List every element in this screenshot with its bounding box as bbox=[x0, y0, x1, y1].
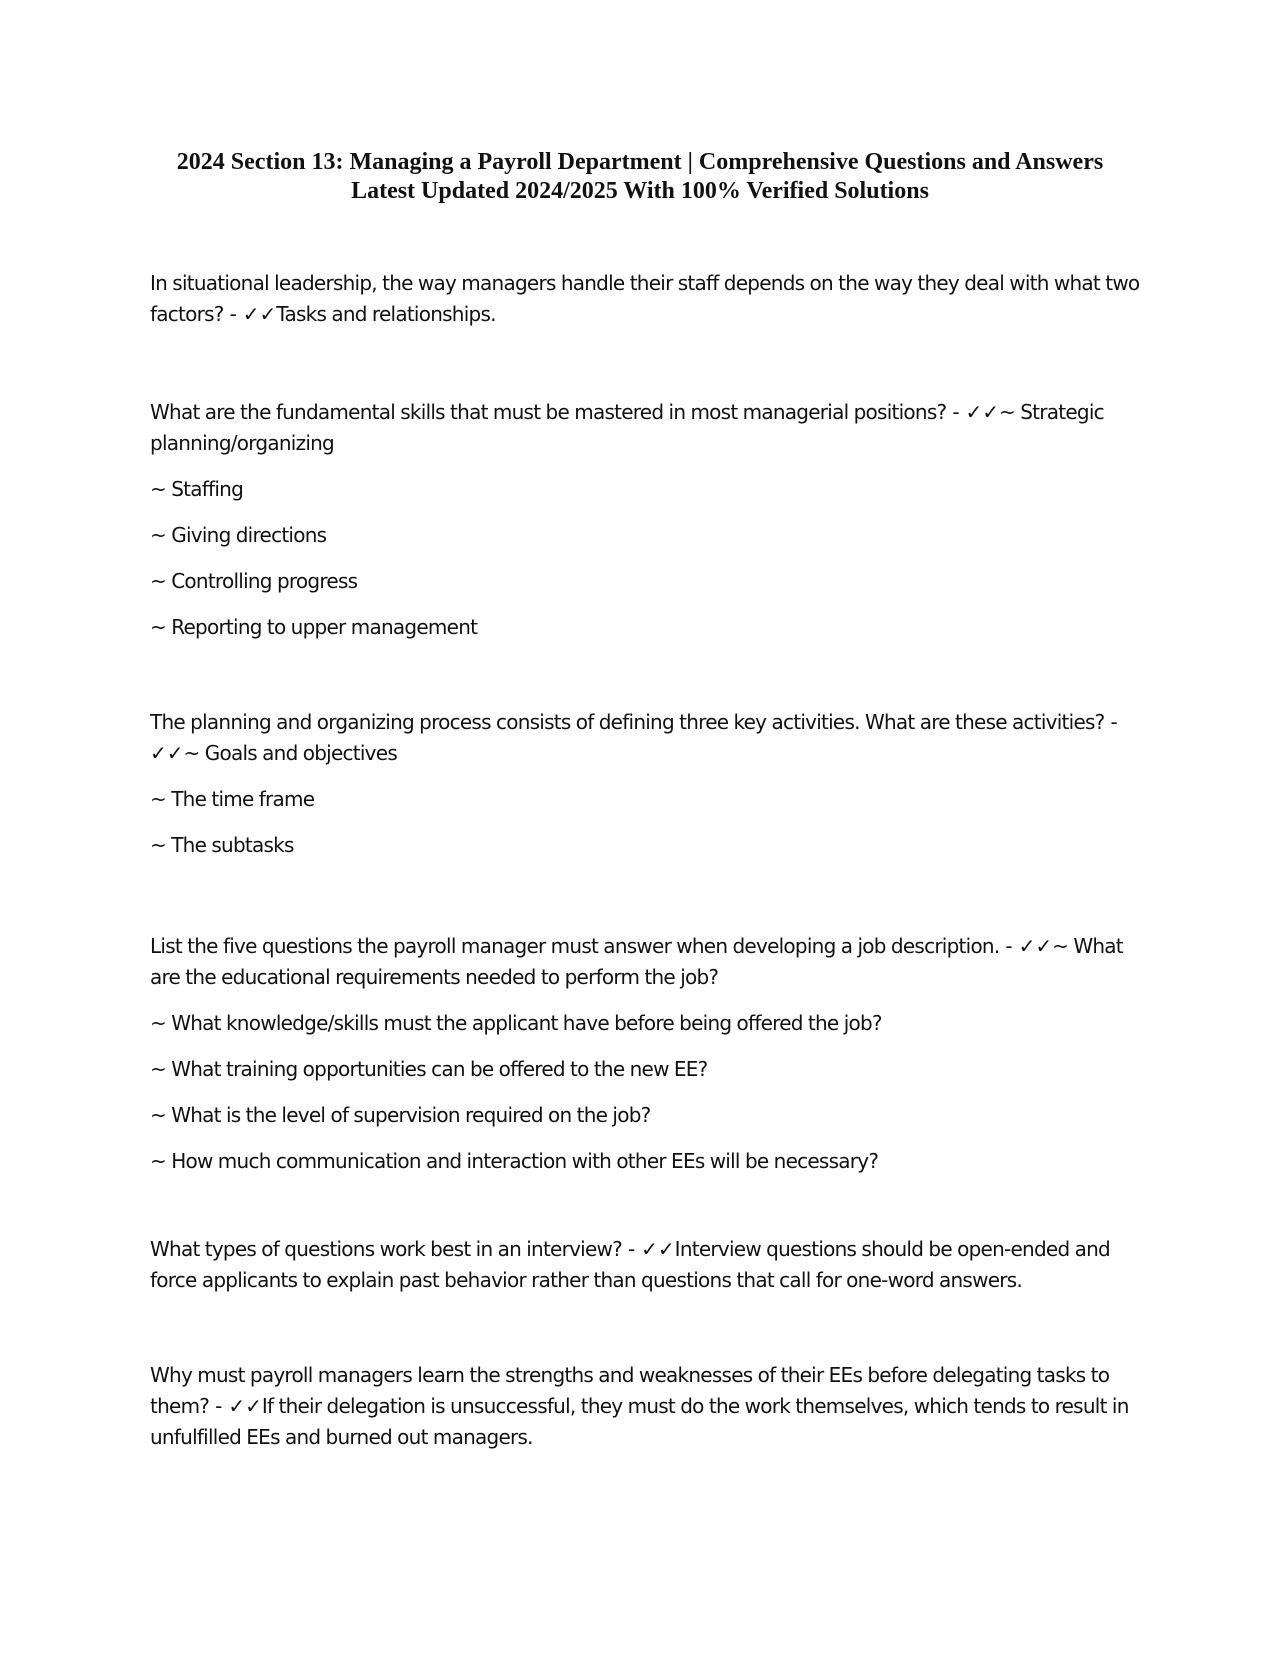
question-text: Why must payroll managers learn the strengths and weaknesses of their EEs before delegating tasks to them? bbox=[150, 1363, 1110, 1418]
answer-text: Tasks and relationships. bbox=[276, 302, 496, 326]
check-icon: ✓✓ bbox=[965, 400, 1000, 424]
answer-item: ~ How much communication and interaction with other EEs will be necessary? bbox=[150, 1149, 879, 1173]
question-text: What are the fundamental skills that must be mastered in most managerial positions? bbox=[150, 400, 947, 424]
title-line-1: 2024 Section 13: Managing a Payroll Department | Comprehensive Questions and Answers bbox=[176, 149, 1104, 175]
qa-block bbox=[150, 397, 1150, 643]
answer-item: ~ What training opportunities can be offered to the new EE? bbox=[150, 1057, 708, 1081]
qa-block bbox=[150, 1234, 1150, 1296]
question-text: List the five questions the payroll manager must answer when developing a job description. bbox=[150, 934, 1000, 958]
separator: - bbox=[946, 400, 966, 424]
qa-question-line bbox=[150, 931, 1150, 993]
check-icon: ✓✓ bbox=[228, 1394, 262, 1418]
answer-text: ~ Strategic planning/organizing bbox=[150, 400, 1104, 455]
qa-block bbox=[150, 931, 1150, 1177]
separator: - bbox=[209, 1394, 229, 1418]
document-title bbox=[120, 148, 1160, 206]
check-icon: ✓✓ bbox=[1018, 934, 1053, 958]
separator: - bbox=[1104, 710, 1118, 734]
separator: - bbox=[622, 1237, 642, 1261]
answer-text: Interview questions should be open-ended and force applicants to explain past behavior rather than questions that call for one-word answers. bbox=[150, 1237, 1110, 1292]
answer-item: ~ Staffing bbox=[150, 477, 244, 501]
separator: - bbox=[223, 302, 243, 326]
answer-text: ~ Goals and objectives bbox=[183, 741, 397, 765]
check-icon: ✓✓ bbox=[641, 1237, 675, 1261]
answer-text: ~ What are the educational requirements needed to perform the job? bbox=[150, 934, 1123, 989]
answer-item: ~ Controlling progress bbox=[150, 569, 358, 593]
answer-item: ~ Giving directions bbox=[150, 523, 327, 547]
qa-block bbox=[150, 707, 1150, 861]
answer-item: ~ What is the level of supervision required on the job? bbox=[150, 1103, 651, 1127]
qa-question-line bbox=[150, 397, 1150, 459]
qa-block bbox=[150, 268, 1150, 330]
question-text: What types of questions work best in an interview? bbox=[150, 1237, 623, 1261]
answer-item: ~ Reporting to upper management bbox=[150, 615, 478, 639]
answer-item: ~ The time frame bbox=[150, 787, 315, 811]
qa-question-line bbox=[150, 707, 1150, 769]
title-line-2: Latest Updated 2024/2025 With 100% Verified Solutions bbox=[351, 178, 929, 204]
answer-item: ~ What knowledge/skills must the applicant have before being offered the job? bbox=[150, 1011, 882, 1035]
question-text: In situational leadership, the way managers handle their staff depends on the way they deal with what two factors? bbox=[150, 271, 1140, 326]
question-text: The planning and organizing process consists of defining three key activities. What are these activities? bbox=[150, 710, 1105, 734]
separator: - bbox=[999, 934, 1019, 958]
qa-question-line bbox=[150, 1360, 1150, 1453]
answer-item: ~ The subtasks bbox=[150, 833, 294, 857]
answer-text: If their delegation is unsuccessful, they must do the work themselves, which tends to result in unfulfilled EEs and burned out managers. bbox=[150, 1394, 1129, 1449]
qa-question-line bbox=[150, 268, 1150, 330]
check-icon: ✓✓ bbox=[150, 741, 184, 765]
qa-block bbox=[150, 1360, 1150, 1453]
qa-question-line bbox=[150, 1234, 1150, 1296]
check-icon: ✓✓ bbox=[242, 302, 277, 326]
